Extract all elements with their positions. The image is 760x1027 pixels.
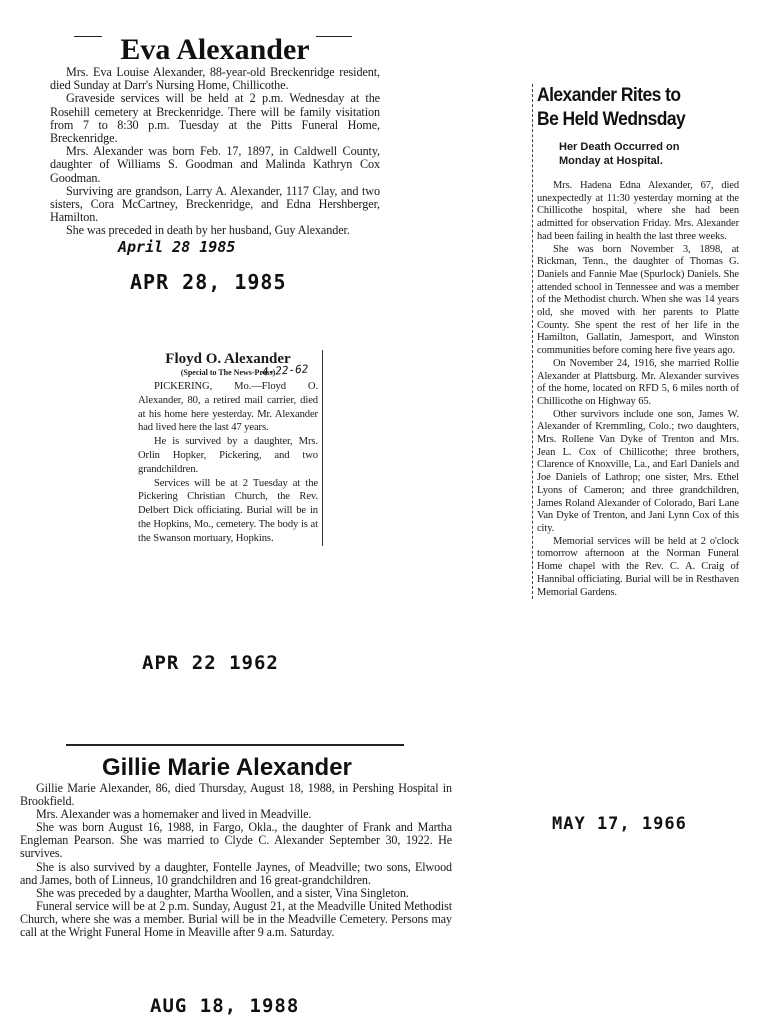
hadena-title-line2: Be Held Wednsday: [537, 109, 686, 130]
hadena-paragraph: Other survivors include one son, James W. Alexander of Kremmling, Colo.; two daughters, Mrs. Rollene Van Dyke of Trenton and Mrs. Jean L. Cox of Chillicothe; three brothers, Clarence of Knoxville, La., and Earl Daniels and Joe Daniels of Lathrop; one sister, Mrs. Ethel Lyons of Cameron; and three grandchildren, James Roland Alexander of Colorado, Bari Lane Van Dyke of Trenton, and Jani Lynn Cox of this city.: [537, 408, 739, 534]
floyd-paragraph: He is survived by a daughter, Mrs. Orlin Hopker, Pickering, and two grandchildren.: [138, 436, 318, 475]
eva-stamp-date: APR 28, 1985: [130, 270, 287, 294]
hadena-alexander-clipping: [532, 84, 739, 599]
eva-handwritten-date: April 28 1985: [118, 238, 236, 256]
hadena-paragraph: She was born November 3, 1898, at Rickman, Tenn., the daughter of Thomas G. Daniels and Fannie Mae (Spurlock) Daniels. She attended school in Tennessee and was a member of the Methodist church. When she was 14 years old, she moved with her parents to Platte County. She spent the rest of her life in the Hamilton, Gallatin, Jamesport, and Winston communities before coming here five years ago.: [537, 243, 739, 357]
eva-paragraph: Mrs. Eva Louise Alexander, 88-year-old Breckenridge resident, died Sunday at Darr's Nursing Home, Chillicothe.: [50, 65, 380, 93]
gillie-stamp-date: AUG 18, 1988: [150, 995, 300, 1017]
floyd-paragraph: PICKERING, Mo.—Floyd O. Alexander, 80, a retired mail carrier, died at his home here yesterday. Mr. Alexander had lived here the last 47 years.: [138, 381, 318, 434]
eva-alexander-clipping: [50, 32, 380, 238]
gillie-top-rule: [66, 744, 404, 746]
hadena-subhead-line1: Her Death Occurred on: [559, 141, 680, 153]
eva-paragraph: Graveside services will be held at 2 p.m. Wednesday at the Rosehill cemetery at Breckenridge. There will be family visitation from 7 to 8:30 p.m. Tuesday at the Pitts Funeral Home, Breckenridge.: [50, 91, 380, 146]
floyd-byline: (Special to The News-Press): [180, 368, 276, 377]
hadena-subhead-line2: Monday at Hospital.: [559, 155, 663, 167]
hadena-stamp-date: MAY 17, 1966: [552, 814, 687, 834]
hadena-paragraph: Memorial services will be held at 2 o'clock tomorrow afternoon at the Norman Funeral Home chapel with the Rev. C. A. Craig of Hannibal officiating. Burial will be in Resthaven Memorial Gardens.: [537, 535, 739, 598]
gillie-paragraph: She is also survived by a daughter, Fontelle Jaynes, of Meadville; two sons, Elwood and James, both of Linneus, 10 grandchildren and 16 great-grandchildren.: [20, 859, 452, 887]
gillie-alexander-clipping: [20, 754, 452, 939]
gillie-paragraph: Funeral service will be at 2 p.m. Sunday, August 21, at the Meadville United Methodist Church, where she was a member. Burial will be in the Meadville Cemetery. Persons may call at the Wright Funeral Home in Meaville after 9 a.m. Saturday.: [20, 898, 452, 940]
floyd-stamp-date: APR 22 1962: [142, 652, 279, 674]
gillie-paragraph: She was born August 16, 1988, in Fargo, Okla., the daughter of Frank and Martha Engleman Pearson. She was married to Clyde C. Alexander September 30, 1922. He survives.: [20, 820, 452, 861]
eva-paragraph: She was preceded in death by her husband, Guy Alexander.: [66, 223, 350, 238]
floyd-paragraph: Services will be at 2 Tuesday at the Pickering Christian Church, the Rev. Delbert Dick officiating. Burial will be in the Hopkins, Mo., cemetery. The body is at the Swanson mortuary, Hopkins.: [138, 477, 318, 544]
gillie-paragraph: She was preceded by a daughter, Martha Woollen, and a sister, Vina Singleton.: [36, 885, 409, 900]
hadena-paragraph: Mrs. Hadena Edna Alexander, 67, died unexpectedly at 11:30 yesterday morning at the Chillicothe hospital, where she had been admitted for observation Friday. Mrs. Alexander had been failing in health the last three weeks.: [537, 180, 739, 242]
gillie-paragraph: Gillie Marie Alexander, 86, died Thursday, August 18, 1988, in Pershing Hospital in Brookfield.: [20, 781, 452, 809]
gillie-title: Gillie Marie Alexander: [102, 754, 352, 781]
hadena-paragraph: On November 24, 1916, she married Rollie Alexander at Plattsburg. Mr. Alexander survives of the home, located on RFD 5, 6 miles north of Chillicothe on Highway 65.: [537, 357, 739, 407]
hadena-title-line1: Alexander Rites to: [537, 85, 681, 106]
floyd-alexander-clipping: [138, 350, 323, 546]
gillie-paragraph: Mrs. Alexander was a homemaker and lived in Meadville.: [36, 807, 312, 822]
eva-title: Eva Alexander: [120, 33, 310, 66]
floyd-title: Floyd O. Alexander: [165, 351, 291, 367]
floyd-handwritten-date: 4-22-62: [261, 362, 309, 379]
eva-paragraph: Surviving are grandson, Larry A. Alexander, 1117 Clay, and two sisters, Cora McCartney, Breckenridge, and Edna Hershberger, Hamilton.: [50, 183, 380, 225]
eva-paragraph: Mrs. Alexander was born Feb. 17, 1897, in Caldwell County, daughter of Williams S. Goodman and Malinda Kathryn Cox Goodman.: [50, 144, 380, 185]
